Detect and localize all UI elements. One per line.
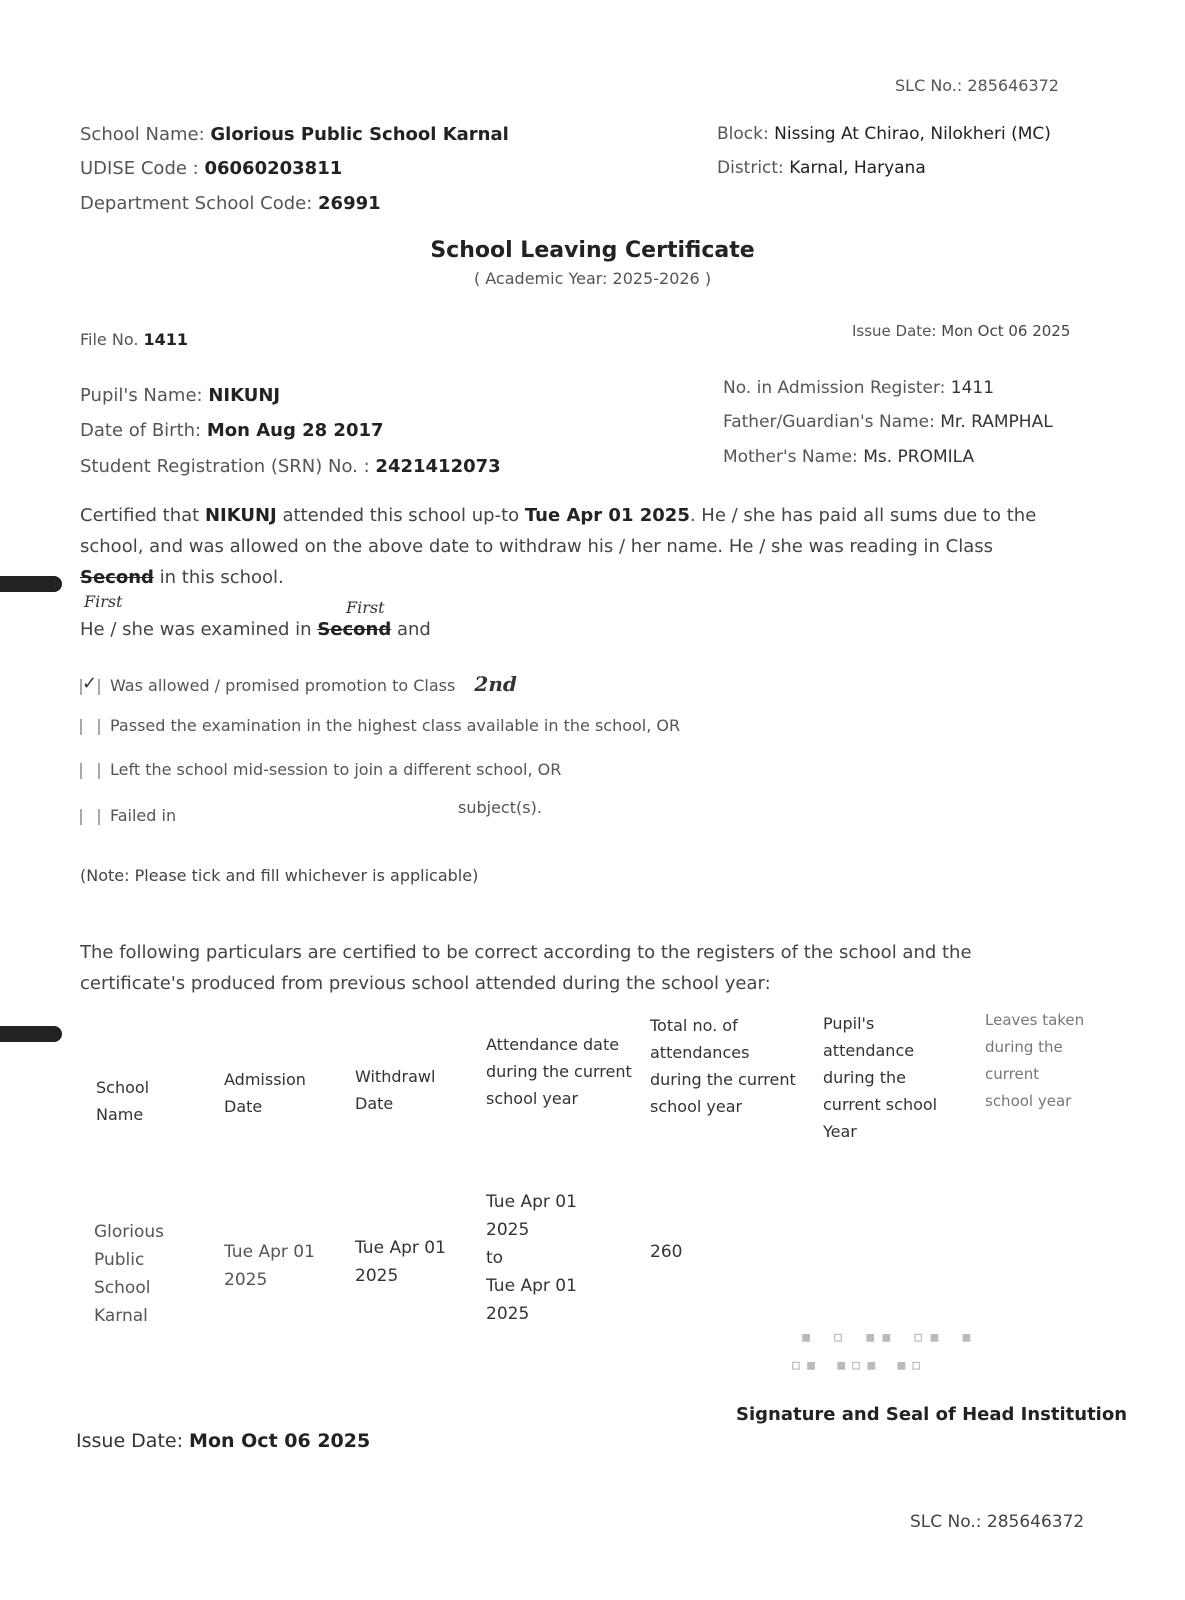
examined-and: and bbox=[396, 619, 431, 640]
option-passed bbox=[80, 716, 680, 735]
slc-number-top: SLC No.: 285646372 bbox=[895, 76, 1059, 95]
srn-value: 2421412073 bbox=[375, 456, 501, 477]
admission-no-line bbox=[723, 378, 994, 398]
binder-hole-bottom bbox=[0, 1026, 62, 1042]
admission-no-label: No. in Admission Register: bbox=[723, 378, 946, 398]
th-school-name: School Name bbox=[96, 1078, 150, 1124]
slc-number-bottom: SLC No.: 285646372 bbox=[910, 1512, 1085, 1532]
td-admission-date: Tue Apr 01 2025 bbox=[224, 1242, 315, 1290]
dob-line bbox=[80, 420, 384, 441]
issue-date-top-label: Issue Date: bbox=[852, 322, 937, 340]
option-promotion-handwritten: 2nd bbox=[474, 672, 517, 696]
th-admission-date: Admission Date bbox=[224, 1070, 306, 1116]
cert-line-3 bbox=[80, 562, 1080, 593]
td-attendance-from: Tue Apr 01 2025 bbox=[486, 1192, 577, 1240]
class-struck: Second bbox=[80, 567, 154, 588]
cert-pupil-name: NIKUNJ bbox=[204, 505, 277, 526]
check-icon: ✓ bbox=[82, 672, 98, 694]
dob-value: Mon Aug 28 2017 bbox=[206, 420, 384, 441]
note-text: (Note: Please tick and fill whichever is applicable) bbox=[80, 866, 479, 885]
issue-date-bottom-label: Issue Date: bbox=[76, 1430, 183, 1452]
td-withdrawl-date: Tue Apr 01 2025 bbox=[355, 1238, 446, 1286]
checkbox-failed[interactable] bbox=[80, 809, 100, 825]
issue-date-bottom-value: Mon Oct 06 2025 bbox=[189, 1430, 371, 1452]
examined-line bbox=[80, 614, 431, 645]
option-promotion bbox=[80, 672, 517, 696]
cert-date: Tue Apr 01 2025 bbox=[524, 505, 690, 526]
td-attendance-to: Tue Apr 01 2025 bbox=[486, 1276, 577, 1324]
option-failed-suffix: subject(s). bbox=[458, 798, 542, 817]
checkbox-left[interactable] bbox=[80, 763, 100, 779]
cert-text-1: Certified that bbox=[80, 505, 200, 526]
school-name-line bbox=[80, 124, 509, 145]
title-block bbox=[0, 238, 1185, 288]
option-left bbox=[80, 760, 561, 779]
mother-line bbox=[723, 447, 974, 467]
school-name-label: School Name: bbox=[80, 124, 205, 145]
handwritten-first-2: First bbox=[346, 598, 385, 617]
pupil-name-line bbox=[80, 385, 280, 406]
mother-value: Ms. PROMILA bbox=[863, 447, 975, 467]
pupil-name-value: NIKUNJ bbox=[208, 385, 281, 406]
dept-code-label: Department School Code: bbox=[80, 193, 313, 214]
issue-date-top-value: Mon Oct 06 2025 bbox=[941, 322, 1071, 340]
dept-code-value: 26991 bbox=[318, 193, 381, 214]
father-line bbox=[723, 412, 1053, 432]
block-line bbox=[717, 124, 1051, 144]
seal-stamp-impression-2: ▫▪ ▪▫▪ ▪▫ bbox=[790, 1352, 926, 1376]
th-attendance-date: Attendance date during the current school year bbox=[486, 1035, 632, 1108]
td-attendance-range bbox=[486, 1188, 606, 1328]
td-school-name: Glorious Public School Karnal bbox=[94, 1222, 165, 1326]
pupil-name-label: Pupil's Name: bbox=[80, 385, 203, 406]
examined-struck: Second bbox=[317, 619, 392, 640]
district-value: Karnal, Haryana bbox=[789, 158, 926, 178]
dept-code-line bbox=[80, 193, 381, 214]
father-value: Mr. RAMPHAL bbox=[940, 412, 1053, 432]
page-title: School Leaving Certificate bbox=[430, 238, 755, 263]
handwritten-first-1: First bbox=[84, 592, 123, 611]
particulars-line-2: certificate's produced from previous school attended during the school year: bbox=[80, 973, 771, 994]
option-failed bbox=[80, 806, 176, 825]
block-value: Nissing At Chirao, Nilokheri (MC) bbox=[774, 124, 1051, 144]
file-number-line bbox=[80, 330, 188, 349]
checkbox-promotion-checked[interactable] bbox=[80, 672, 100, 695]
signature-label: Signature and Seal of Head Institution bbox=[736, 1404, 1128, 1425]
issue-date-bottom-line bbox=[76, 1430, 370, 1452]
th-total-attendances: Total no. of attendances during the current school year bbox=[650, 1016, 796, 1116]
option-failed-label: Failed in bbox=[110, 806, 177, 825]
file-number-value: 1411 bbox=[143, 330, 189, 349]
cert-line-3-rest: in this school. bbox=[159, 567, 284, 588]
option-passed-label: Passed the examination in the highest class available in the school, OR bbox=[110, 716, 681, 735]
cert-line-1 bbox=[80, 500, 1080, 531]
block-label: Block: bbox=[717, 124, 769, 144]
seal-stamp bbox=[790, 1290, 1050, 1390]
seal-stamp-impression: ▪ ▫ ▪▪ ▫▪ ▪ bbox=[800, 1324, 977, 1348]
mother-label: Mother's Name: bbox=[723, 447, 858, 467]
examined-label: He / she was examined in bbox=[80, 619, 312, 640]
udise-label: UDISE Code : bbox=[80, 158, 199, 179]
th-leaves-taken: Leaves taken during the current school year bbox=[985, 1011, 1085, 1110]
admission-no-value: 1411 bbox=[950, 378, 995, 398]
th-pupil-attendance: Pupil's attendance during the current school Year bbox=[823, 1014, 938, 1141]
file-number-label: File No. bbox=[80, 330, 139, 349]
th-withdrawl-date: Withdrawl Date bbox=[355, 1067, 436, 1113]
option-promotion-label: Was allowed / promised promotion to Class bbox=[110, 676, 456, 695]
cert-text-2: attended this school up-to bbox=[282, 505, 520, 526]
particulars-paragraph bbox=[80, 937, 1100, 999]
cert-text-3: . He / she has paid all sums due to the bbox=[689, 505, 1037, 526]
cert-line-2: school, and was allowed on the above date to withdraw his / her name. He / she was reading in Class bbox=[80, 536, 994, 557]
district-label: District: bbox=[717, 158, 784, 178]
checkbox-passed[interactable] bbox=[80, 719, 100, 735]
td-total-attendances: 260 bbox=[650, 1242, 683, 1262]
district-line bbox=[717, 158, 926, 178]
td-attendance-to-word: to bbox=[486, 1248, 504, 1268]
udise-line bbox=[80, 158, 342, 179]
academic-year: ( Academic Year: 2025-2026 ) bbox=[473, 269, 712, 288]
binder-hole-top bbox=[0, 576, 62, 592]
dob-label: Date of Birth: bbox=[80, 420, 202, 441]
srn-label: Student Registration (SRN) No. : bbox=[80, 456, 370, 477]
option-left-label: Left the school mid-session to join a different school, OR bbox=[110, 760, 562, 779]
certification-paragraph bbox=[80, 500, 1080, 593]
particulars-line-1: The following particulars are certified to be correct according to the registers of the school and the bbox=[80, 942, 972, 963]
father-label: Father/Guardian's Name: bbox=[723, 412, 935, 432]
issue-date-top-line bbox=[852, 322, 1070, 340]
school-name-value: Glorious Public School Karnal bbox=[210, 124, 509, 145]
udise-value: 06060203811 bbox=[204, 158, 343, 179]
srn-line bbox=[80, 456, 501, 477]
